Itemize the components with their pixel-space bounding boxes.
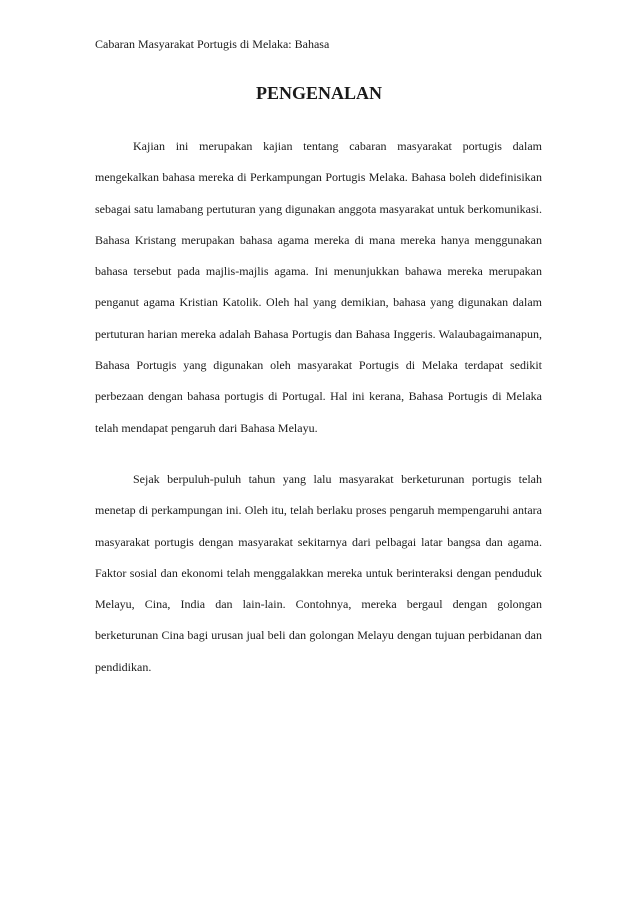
paragraph-2: Sejak berpuluh-puluh tahun yang lalu masyarakat berketurunan portugis telah menetap di perkampungan ini. Oleh itu, telah berlaku proses pengaruh mempengaruhi antara masyarakat portugis dengan masyarakat sekitarnya dari pelbagai latar bangsa dan agama. Faktor sosial dan ekonomi telah menggalakkan mereka untuk berinteraksi dengan penduduk Melayu, Cina, India dan lain-lain. Contohnya, mereka bergaul dengan golongan berketurunan Cina bagi urusan jual beli dan golongan Melayu dengan tujuan perbidanan dan pendidikan. — [95, 472, 542, 674]
paragraph-1: Kajian ini merupakan kajian tentang cabaran masyarakat portugis dalam mengekalkan bahasa mereka di Perkampungan Portugis Melaka. Bahasa boleh didefinisikan sebagai satu lamabang pertuturan yang digunakan anggota masyarakat untuk berkomunikasi. Bahasa Kristang merupakan bahasa agama mereka di mana mereka hanya menggunakan bahasa tersebut pada majlis-majlis agama. Ini menunjukkan bahawa mereka merupakan penganut agama Kristian Katolik. Oleh hal yang demikian, bahasa yang digunakan dalam pertuturan harian mereka adalah Bahasa Portugis dan Bahasa Inggeris. Walaubagaimanapun, Bahasa Portugis yang digunakan oleh masyarakat Portugis di Melaka terdapat sedikit perbezaan dengan bahasa portugis di Portugal. Hal ini kerana, Bahasa Portugis di Melaka telah mendapat pengaruh dari Bahasa Melayu. — [95, 139, 542, 435]
paragraph-2-block — [95, 464, 542, 683]
running-header: Cabaran Masyarakat Portugis di Melaka: Bahasa — [95, 37, 330, 51]
paragraph-1-block — [95, 131, 542, 444]
section-title: PENGENALAN — [255, 83, 382, 103]
